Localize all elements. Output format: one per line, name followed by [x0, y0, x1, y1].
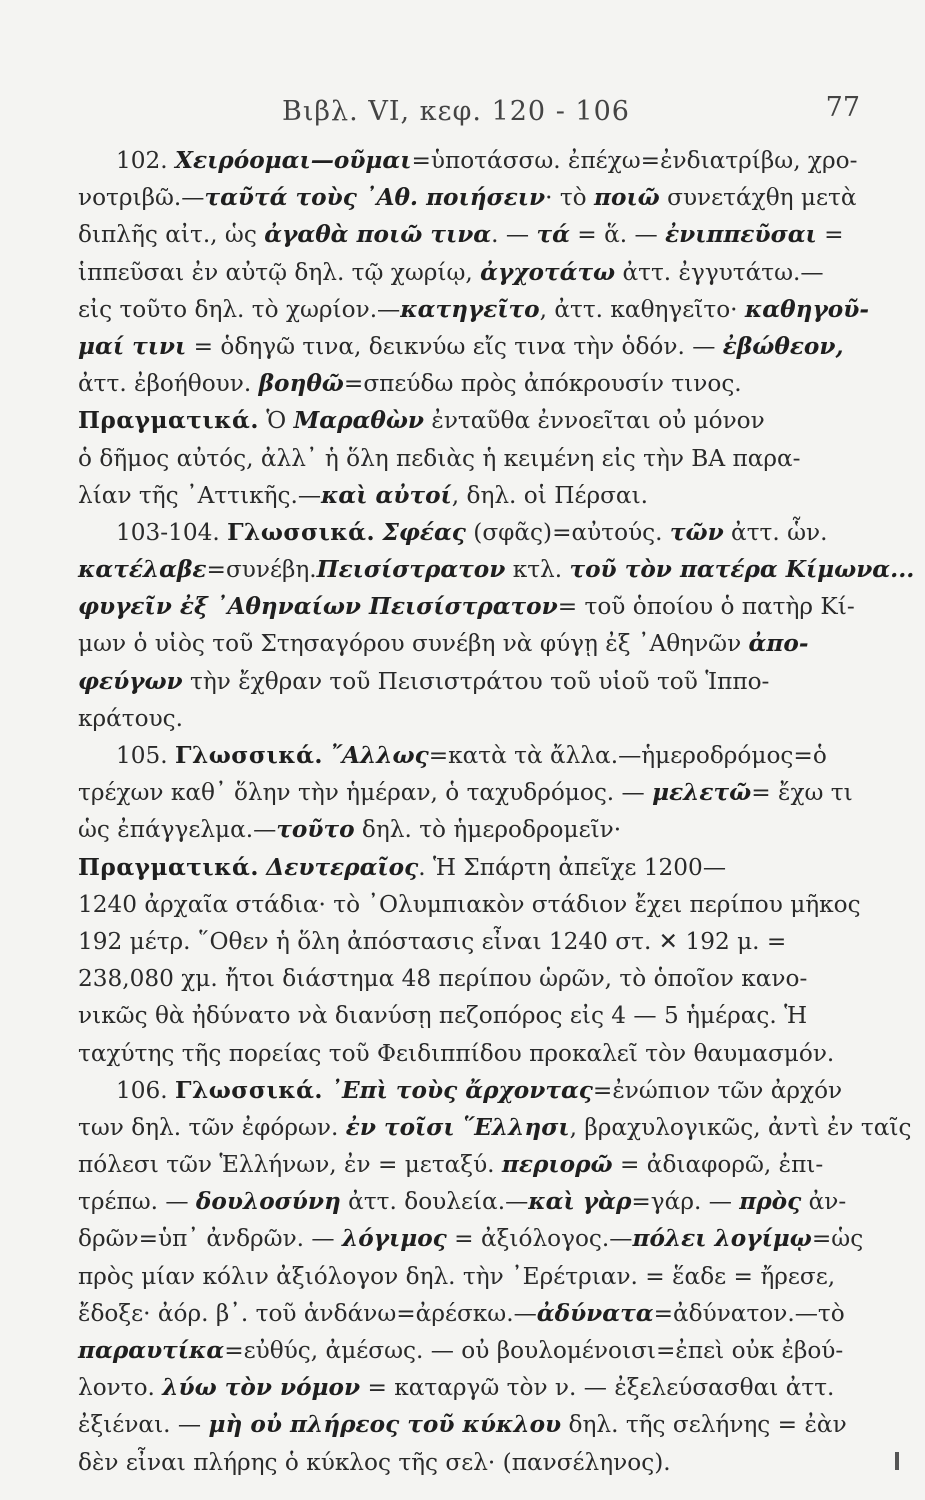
- section-heading: Πραγματικά.: [78, 407, 259, 435]
- gloss-text: , βραχυλογικῶς, ἀντὶ ἐν ταῖς: [569, 1113, 912, 1141]
- lemma: καὶ αὐτοί: [321, 481, 452, 509]
- lemma: δουλοσύνη: [195, 1188, 341, 1216]
- lemma: ἀδύνατα: [536, 1299, 654, 1327]
- gloss-text: , δηλ. οἱ Πέρσαι.: [451, 481, 649, 509]
- text-line: [78, 179, 857, 216]
- gloss-text: ἐνταῦθα ἐννοεῖται οὐ μόνον: [424, 407, 765, 435]
- gloss-text: 103-104.: [116, 518, 228, 546]
- lemma: μαί τινι: [78, 332, 187, 360]
- gloss-text: = ἅ. —: [569, 221, 666, 249]
- gloss-text: = ὁδηγῶ τινα, δεικνύω εἴς τινα τὴν ὁδόν. —: [186, 332, 723, 360]
- gloss-text: =κατὰ τὰ ἄλλα.—ἡμεροδρόμος=ὁ: [428, 742, 827, 769]
- text-line: [78, 700, 838, 737]
- gloss-text: = καταργῶ τὸν ν. — ἐξελεύσασθαι ἀττ.: [360, 1374, 835, 1402]
- text-line: [78, 291, 869, 328]
- lemma: πόλει λογίμῳ: [632, 1225, 812, 1253]
- text-line: [78, 1444, 838, 1481]
- gloss-text: =ἐνώπιον τῶν ἀρχόν: [592, 1076, 843, 1104]
- text-line: [78, 365, 838, 402]
- lemma: ἀπο-: [748, 630, 809, 658]
- gloss-text: 105.: [116, 742, 175, 769]
- lemma: Πεισίστρατον: [316, 556, 506, 584]
- lemma: ἀγχοτάτω: [480, 258, 616, 286]
- lemma: καὶ γὰρ: [528, 1188, 632, 1216]
- text-line: [78, 551, 915, 588]
- text-line: [78, 663, 838, 700]
- gloss-text: λοντο.: [78, 1374, 163, 1402]
- gloss-text: 238,080 χμ. ἤτοι διάστημα 48 περίπου ὡρῶν, τὸ ὁποῖον κανο-: [78, 965, 808, 993]
- gloss-text: τρέχων καθ᾽ ὅλην τὴν ἡμέραν, ὁ ταχυδρόμος. —: [78, 779, 653, 807]
- text-line: [78, 588, 855, 625]
- lemma: ᾽Επὶ τοὺς ἄρχοντας: [330, 1076, 593, 1104]
- gloss-text: τὴν ἔχθραν τοῦ Πεισιστράτου τοῦ υἱοῦ τοῦ Ἱππο-: [182, 667, 770, 695]
- gloss-text: . —: [491, 221, 537, 249]
- text-line: [78, 254, 838, 291]
- lemma: Χειρόομαι—οῦμαι: [175, 147, 412, 174]
- text-line: [78, 514, 838, 551]
- lemma: Μαραθὼν: [293, 407, 424, 435]
- gloss-text: 1240 ἀρχαῖα στάδια· τὸ ᾽Ολυμπιακὸν στάδιον ἔχει περίπου μῆκος: [78, 890, 861, 918]
- lemma: μελετῶ: [652, 779, 752, 807]
- section-heading: Γλωσσικά.: [175, 1076, 324, 1104]
- gloss-text: ἱππεῦσαι ἐν αὐτῷ δηλ. τῷ χωρίῳ,: [78, 258, 481, 286]
- text-line: [78, 774, 853, 811]
- gloss-text: ὡς ἐπάγγελμα.—: [78, 816, 277, 844]
- gloss-text: (σφᾶς)=αὐτούς.: [465, 518, 670, 546]
- page-header: [60, 92, 860, 136]
- gloss-text: εἰς τοῦτο δηλ. τὸ χωρίον.—: [78, 295, 401, 323]
- lemma: πρὸς: [739, 1188, 802, 1216]
- gloss-text: =συνέβη.: [206, 556, 317, 584]
- gloss-text: πόλεσι τῶν Ἑλλήνων, ἐν = μεταξύ.: [78, 1151, 502, 1179]
- text-line: [78, 625, 838, 662]
- gloss-text: = ἀδιαφορῶ, ἐπι-: [612, 1151, 824, 1179]
- lemma: βοηθῶ: [258, 370, 344, 398]
- text-line: [78, 997, 838, 1034]
- gloss-text: κράτους.: [78, 704, 184, 732]
- gloss-text: ἐξιέναι. —: [78, 1411, 209, 1439]
- lemma: καθηγοῦ-: [744, 295, 869, 323]
- gloss-text: = ἀξιόλογος.—: [446, 1225, 633, 1253]
- gloss-text: ὁ δῆμος αὐτός, ἀλλ᾽ ἡ ὅλη πεδιὰς ἡ κειμένη εἰς τὴν ΒΑ παρα-: [78, 444, 801, 472]
- text-line: [78, 1295, 845, 1332]
- lemma: φυγεῖν ἐξ ᾽Αθηναίων Πεισίστρατον: [78, 593, 558, 621]
- gloss-text: , ἀττ. καθηγεῖτο·: [539, 295, 745, 323]
- commentary-text: [78, 142, 915, 1481]
- text-line: [78, 923, 838, 960]
- page-number: 77: [825, 92, 860, 123]
- gloss-text: πρὸς μίαν κόλιν ἀξιόλογον δηλ. τὴν ᾽Ερέτριαν. = ἕαδε = ἤρεσε,: [78, 1262, 836, 1290]
- text-line: [78, 1406, 847, 1443]
- lemma: λύω τὸν νόμον: [162, 1374, 361, 1402]
- gloss-text: = τοῦ ὁποίου ὁ πατὴρ Κί-: [557, 593, 855, 621]
- text-line: [78, 142, 858, 179]
- gloss-text: · τὸ: [545, 184, 595, 212]
- text-line: [78, 216, 844, 253]
- text-line: [78, 737, 838, 774]
- text-line: [78, 1109, 912, 1146]
- lemma: τῶν: [669, 518, 724, 546]
- gloss-text: 106.: [116, 1076, 175, 1104]
- gloss-text: ἀν-: [801, 1188, 847, 1216]
- lemma: ποιῶ: [594, 184, 660, 212]
- gloss-text: λίαν τῆς ᾽Αττικῆς.—: [78, 481, 322, 509]
- text-line: [78, 1220, 864, 1257]
- gloss-text: . Ἡ Σπάρτη ἀπεῖχε 1200—: [418, 853, 727, 881]
- text-line: [78, 1035, 838, 1072]
- lemma: κατηγεῖτο: [400, 295, 540, 323]
- lemma: περιορῶ: [501, 1151, 613, 1179]
- gloss-text: των δηλ. τῶν ἐφόρων.: [78, 1113, 346, 1141]
- lemma: τοῦτο: [276, 816, 355, 844]
- gloss-text: =ὡς: [811, 1225, 864, 1253]
- text-line: [78, 849, 838, 886]
- gloss-text: συνετάχθη μετὰ: [659, 184, 857, 212]
- lemma: λόγιμος: [341, 1225, 447, 1253]
- text-line: [78, 1332, 844, 1369]
- lemma: ἀγαθὰ ποιῶ τινα: [264, 221, 492, 249]
- lemma: ταῦτά τοὺς ᾽Αθ. ποιήσειν: [204, 184, 546, 212]
- gloss-text: ἀττ. δουλεία.—: [340, 1188, 529, 1216]
- gloss-text: διπλῆς αἰτ., ὡς: [78, 221, 265, 249]
- lemma: παραυτίκα: [78, 1337, 225, 1364]
- running-head: Βιβλ. VI, κεφ. 120 - 106: [282, 96, 630, 127]
- section-heading: Πραγματικά.: [78, 853, 259, 881]
- lemma: ἐβώθεον,: [722, 332, 844, 360]
- text-line: [78, 328, 844, 365]
- text-line: [78, 886, 861, 923]
- gloss-text: τρέπω. —: [78, 1188, 196, 1216]
- gloss-text: =: [816, 221, 844, 249]
- text-line: [78, 811, 838, 848]
- lemma: τά: [536, 221, 570, 249]
- gloss-text: =ἀδύνατον.—τὸ: [653, 1299, 845, 1327]
- gloss-text: κτλ.: [505, 556, 570, 584]
- lemma: κατέλαβε: [78, 556, 207, 584]
- gloss-text: νοτριβῶ.—: [78, 184, 205, 212]
- gloss-text: =σπεύδω πρὸς ἀπόκρουσίν τινος.: [343, 370, 742, 398]
- text-line: [78, 960, 838, 997]
- text-line: [78, 1072, 843, 1109]
- margin-mark: [895, 1452, 899, 1470]
- text-line: [78, 1146, 838, 1183]
- gloss-text: = ἔχω τι: [751, 779, 853, 807]
- lemma: Δευτεραῖος: [266, 853, 419, 881]
- section-heading: Γλωσσικά.: [175, 742, 324, 769]
- lemma: ῎Αλλως: [330, 742, 429, 769]
- gloss-text: ταχύτης τῆς πορείας τοῦ Φειδιππίδου προκαλεῖ τὸν θαυμασμόν.: [78, 1039, 835, 1067]
- gloss-text: =ὑποτάσσω. ἐπέχω=ἐνδιατρίβω, χρο-: [411, 147, 858, 174]
- lemma: φεύγων: [78, 667, 183, 695]
- text-line: [78, 1183, 847, 1220]
- gloss-text: μων ὁ υἱὸς τοῦ Στησαγόρου συνέβη νὰ φύγῃ ἐξ ᾽Αθηνῶν: [78, 630, 749, 658]
- text-line: [78, 1258, 838, 1295]
- text-line: [78, 1369, 838, 1406]
- lemma: Σφέας: [382, 518, 466, 546]
- text-line: [78, 477, 838, 514]
- section-heading: Γλωσσικά.: [227, 518, 376, 546]
- gloss-text: νικῶς θὰ ἠδύνατο νὰ διανύσῃ πεζοπόρος εἰς 4 — 5 ἡμέρας. Ἡ: [78, 1002, 808, 1030]
- lemma: ἐνιππεῦσαι: [665, 221, 817, 249]
- lemma: τοῦ τὸν πατέρα Κίμωνα...: [569, 556, 915, 584]
- gloss-text: δὲν εἶναι πλήρης ὁ κύκλος τῆς σελ· (πανσέληνος).: [78, 1448, 671, 1476]
- gloss-text: =εὐθύς, ἀμέσως. — οὐ βουλομένοισι=ἐπεὶ οὐκ ἐβού-: [224, 1337, 844, 1364]
- gloss-text: 192 μέτρ. ῞Οθεν ἡ ὅλη ἀπόστασις εἶναι 1240 στ. ✕ 192 μ. =: [78, 927, 787, 955]
- gloss-text: ἀττ. ὧν.: [723, 518, 828, 546]
- lemma: ἐν τοῖσι ῞Ελλησι: [345, 1113, 570, 1141]
- gloss-text: 102.: [116, 147, 175, 174]
- lemma: μὴ οὐ πλήρεος τοῦ κύκλου: [208, 1411, 562, 1439]
- gloss-text: =γάρ. —: [631, 1188, 740, 1216]
- gloss-text: ἔδοξε· ἀόρ. β᾽. τοῦ ἁνδάνω=ἀρέσκω.—: [78, 1299, 537, 1327]
- gloss-text: Ὁ: [258, 407, 294, 435]
- gloss-text: δηλ. τὸ ἡμεροδρομεῖν·: [354, 816, 622, 844]
- gloss-text: δηλ. τῆς σελήνης = ἐὰν: [561, 1411, 847, 1439]
- gloss-text: ἀττ. ἐβοήθουν.: [78, 370, 259, 398]
- gloss-text: ἀττ. ἐγγυτάτω.—: [615, 258, 824, 286]
- gloss-text: δρῶν=ὑπ᾽ ἀνδρῶν. —: [78, 1225, 342, 1253]
- text-line: [78, 440, 838, 477]
- text-line: [78, 402, 838, 439]
